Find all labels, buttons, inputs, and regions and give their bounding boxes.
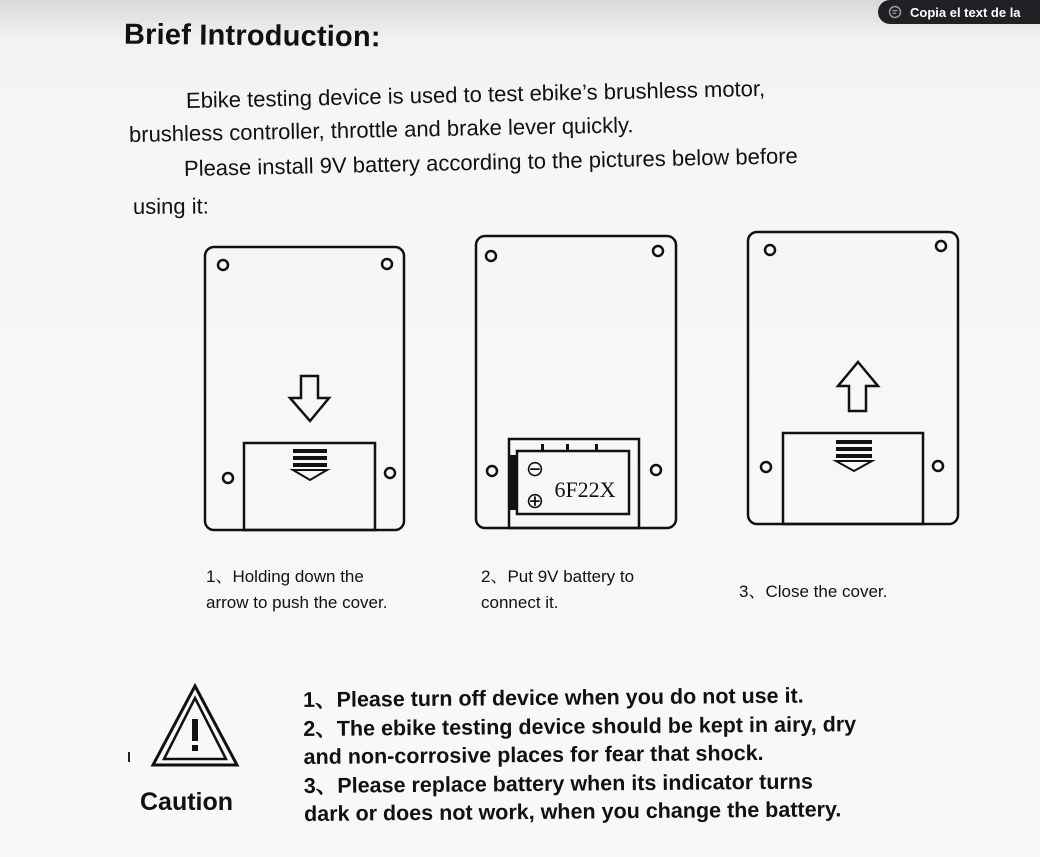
battery-model-label: 6F22X <box>554 477 616 502</box>
caution-note-line: 1、Please turn off device when you do not use it. <box>303 683 804 712</box>
copy-text-label: Copia el text de la <box>910 4 1021 20</box>
intro-line-4: using it: <box>132 193 209 219</box>
caution-note-line: 2、The ebike testing device should be kept in airy, dry <box>303 711 857 741</box>
caution-label: Caution <box>140 788 234 816</box>
battery-9v-icon <box>509 444 629 514</box>
intro-line-3: Please install 9V battery according to the pictures below before <box>183 143 799 181</box>
battery-positive-label: ⊕ <box>525 488 545 513</box>
step-3-line-1: 3、Close the cover. <box>739 582 888 601</box>
step-1-line-1: 1、Holding down the <box>206 567 364 586</box>
caution-note-line: and non-corrosive places for fear that shock. <box>303 740 764 769</box>
device-panel-step-3 <box>748 232 958 524</box>
step-2-line-2: connect it. <box>481 593 559 612</box>
warning-triangle-icon <box>150 683 240 769</box>
scan-speck <box>128 752 130 762</box>
device-panel-step-1 <box>205 247 404 530</box>
caution-note-line: dark or does not work, when you change the battery. <box>304 797 842 826</box>
step-3-caption <box>739 579 887 605</box>
step-2-caption <box>481 564 634 616</box>
step-1-caption <box>206 564 387 616</box>
caution-note-line: 3、Please replace battery when its indicator turns <box>303 769 813 798</box>
intro-line-2: brushless controller, throttle and brake lever quickly. <box>128 112 634 147</box>
push-up-arrow-icon <box>838 362 878 411</box>
intro-line-1: Ebike testing device is used to test ebike’s brushless motor, <box>185 75 766 113</box>
step-1-line-2: arrow to push the cover. <box>206 593 388 612</box>
cover-grip-icon <box>293 449 327 480</box>
battery-negative-label: ⊖ <box>525 456 545 481</box>
caution-notes <box>303 681 857 828</box>
push-down-arrow-icon <box>290 376 329 421</box>
step-2-line-1: 2、Put 9V battery to <box>481 567 635 586</box>
cover-grip-icon <box>836 440 872 471</box>
page-title: Brief Introduction: <box>123 18 381 54</box>
